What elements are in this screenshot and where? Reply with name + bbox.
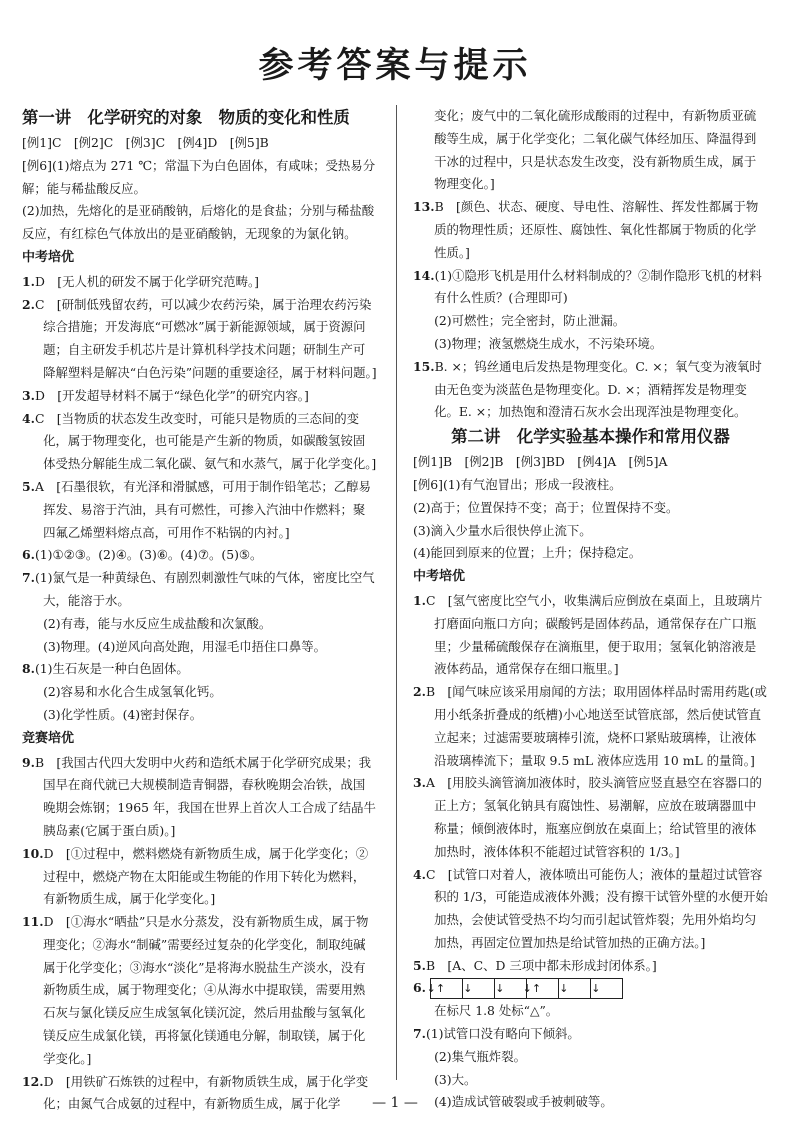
page-number: — 1 — xyxy=(372,1095,418,1111)
answer-text: (1)①隐形飞机是用什么材料制成的？②制作隐形飞机的材料有什么性质？(合理即可) xyxy=(434,267,762,306)
example-answer-line: (2)加热，先熔化的是亚硝酸钠，后熔化的是食盐；分别与稀盐酸反应，有红棕色气体放出的是亚硝酸钠，无现象的为氯化钠。 xyxy=(22,203,375,242)
arrow-cell: ↓ xyxy=(559,979,591,998)
page-title: 参考答案与提示 xyxy=(258,45,532,86)
answer-item xyxy=(22,658,377,681)
answer-number: 1. xyxy=(413,592,426,608)
arrow-cell: ↓↑ xyxy=(431,979,463,998)
answer-text: B [闻气味应该采用扇闻的方法；取用固体样品时需用药匙(或用小纸条折叠成的纸槽)小心地送至试管底部，然后使试管直立起来；过滤需要玻璃棒引流，烧杯口紧贴玻璃棒，让液体沿玻璃棒流下；量取 9.5 mL 液体应选用 10 mL 的量筒。] xyxy=(425,684,767,768)
answer-item xyxy=(22,271,377,294)
answer-subline: (3)大。 xyxy=(434,1071,477,1087)
example-answer-line: (4)能回到原来的位置；上升；保持稳定。 xyxy=(413,545,642,561)
answer-text: D [用铁矿石炼铁的过程中，有新物质铁生成，属于化学变化；由氮气合成氨的过程中，有新物质生成，属于化学 xyxy=(43,1073,369,1112)
answer-item xyxy=(22,476,377,544)
section-heading: 竞赛培优 xyxy=(22,730,75,746)
answer-item xyxy=(22,385,377,408)
answer-text: D [①过程中，燃料燃烧有新物质生成，属于化学变化；②过程中，燃烧产物在太阳能或生物能的作用下转化为燃料，有新物质生成，属于化学变化。] xyxy=(43,845,369,907)
answer-text: A [用胶头滴管滴加液体时，胶头滴管应竖直悬空在容器口的正上方；氢氧化钠具有腐蚀性、易潮解，应放在玻璃器皿中称量；倾倒液体时，瓶塞应倒放在桌面上；给试管里的液体加热时，液体体积不能超过试管容积的 1/3。] xyxy=(425,775,762,859)
column-divider xyxy=(396,105,397,1080)
answer-text: D [①海水“晒盐”只是水分蒸发，没有新物质生成，属于物理变化；②海水“制碱”需要经过复杂的化学变化，制取纯碱属于化学变化；③海水“淡化”是将海水脱盐生产淡水，没有新物质生成，属于物理变化；④从海水中提取镁，需要用熟石灰与氯化镁反应生成氢氧化镁沉淀，然后用盐酸与氢氧化镁反应生成氯化镁，再将氯化镁通电分解，制取镁，属于化学变化。] xyxy=(43,914,369,1066)
answer-number: 5. xyxy=(413,957,426,973)
answer-subline: (3)物理。(4)逆风向高处跑，用湿毛巾捂住口鼻等。 xyxy=(43,638,326,654)
answer-number: 14. xyxy=(413,267,435,283)
answer-text: C [试管口对着人，液体喷出可能伤人；液体的量超过试管容积的 1/3，可能造成液体外溅；没有擦干试管外壁的水便开始加热，会使试管受热不均匀而引起试管炸裂；先用外焰均匀加热，再固定位置加热是给试管加热的正确方法。] xyxy=(425,866,768,950)
answer-item xyxy=(413,772,768,863)
answer-number: 4. xyxy=(22,410,35,426)
answer-number: 11. xyxy=(22,914,44,930)
answer-number: 13. xyxy=(413,199,435,215)
answer-item xyxy=(413,265,768,311)
arrow-cell: ↓ xyxy=(495,979,527,998)
answer-number: 7. xyxy=(22,570,35,586)
example-answer-line: (3)滴入少量水后很快停止流下。 xyxy=(413,522,592,538)
answer-text: C [当物质的状态发生改变时，可能只是物质的三态间的变化，属于物理变化，也可能是产生新的物质，如碳酸氢铵固体受热分解能生成二氧化碳、氨气和水蒸气，属于化学变化。] xyxy=(34,410,377,472)
answer-number: 15. xyxy=(413,358,435,374)
answer-subline: (3)化学性质。(4)密封保存。 xyxy=(43,706,203,722)
example-answer-line: (2)高于；位置保持不变；高于；位置保持不变。 xyxy=(413,499,679,515)
lecture-title: 第二讲 化学实验基本操作和常用仪器 xyxy=(451,427,730,447)
answer-text: B [A、C、D 三项中都未形成封闭体系。] xyxy=(425,957,657,973)
answer-text: B [我国古代四大发明中火药和造纸术属于化学研究成果；我国早在商代就已大规模制造青铜器，春秋晚期会冶铁，战国晚期会炼钢；1965 年，我国在世界上首次人工合成了结晶牛胰岛素(它属于蛋白质)。] xyxy=(34,754,376,838)
answer-text: (1)生石灰是一种白色固体。 xyxy=(34,661,189,677)
answer-item xyxy=(413,356,768,424)
answer-item xyxy=(22,752,377,843)
answer-number: 7. xyxy=(413,1026,426,1042)
answer-item xyxy=(413,955,768,978)
answer-number: 2. xyxy=(413,684,426,700)
answer-number: 6. xyxy=(22,547,35,563)
answer-item xyxy=(22,843,377,911)
arrow-cell: ↓ xyxy=(591,982,601,996)
answer-continuation: 变化；废气中的二氧化硫形成酸雨的过程中，有新物质亚硫酸等生成，属于化学变化；二氧化碳气体经加压、降温得到干冰的过程中，只是状态发生改变，没有新物质生成，属于物理变化。] xyxy=(434,108,757,192)
answer-number: 1. xyxy=(22,273,35,289)
lecture-title: 第一讲 化学研究的对象 物质的变化和性质 xyxy=(22,108,350,127)
answer-item xyxy=(22,294,377,385)
example-answer-line: [例1]C [例2]C [例3]C [例4]D [例5]B xyxy=(22,135,269,150)
answer-number: 8. xyxy=(22,661,35,677)
answer-number: 5. xyxy=(22,478,35,494)
answer-item xyxy=(413,864,768,955)
answer-item xyxy=(22,911,377,1071)
answer-number: 3. xyxy=(413,775,426,791)
answer-item xyxy=(413,590,768,681)
answer-subline: 在标尺 1.8 处标“△”。 xyxy=(434,1003,559,1019)
answer-text: B [颜色、状态、硬度、导电性、溶解性、挥发性都属于物质的物理性质；还原性、腐蚀性、氧化性都属于物质的化学性质。] xyxy=(434,199,759,260)
section-heading: 中考培优 xyxy=(22,249,75,265)
answer-text: C [研制低残留农药，可以减少农药污染，属于治理农药污染综合措施；开发海底“可燃冰”属于新能源领域，属于资源问题；自主研发手机芯片是计算机科学技术问题；研制生产可降解塑料是解决“白色污染”问题的重要途径，属于材料问题。] xyxy=(34,296,377,380)
answer-text: (1)①②③。(2)④。(3)⑥。(4)⑦。(5)⑤。 xyxy=(34,547,263,563)
answer-item xyxy=(413,977,768,1000)
section-heading: 中考培优 xyxy=(413,569,466,585)
answer-text: A [石墨很软，有光泽和滑腻感，可用于制作铅笔芯；乙醇易挥发、易溶于汽油，具有可燃性，可掺入汽油中作燃料；聚四氟乙烯塑料熔点高，可用作不粘锅的内衬。] xyxy=(34,478,371,540)
answer-item xyxy=(413,196,768,264)
answer-number: 2. xyxy=(22,296,35,312)
answer-text: (1)试管口没有略向下倾斜。 xyxy=(425,1026,580,1042)
answer-number: 9. xyxy=(22,754,35,770)
left-column xyxy=(22,105,377,1116)
answer-text: C [氢气密度比空气小，收集满后应倒放在桌面上，且玻璃片打磨面向瓶口方向；碳酸钙是固体药品，通常保存在广口瓶里；少量稀硫酸保存在滴瓶里，便于取用；氢氧化钠溶液是液体药品，通常保存在细口瓶里。] xyxy=(425,592,763,677)
answer-number: 12. xyxy=(22,1073,44,1089)
answer-subline: (3)物理；液氢燃烧生成水，不污染环境。 xyxy=(434,335,663,351)
example-answer-line: [例6](1)熔点为 271 ℃；常温下为白色固体，有咸味；受热易分解；能与稀盐酸反应。 xyxy=(22,157,376,196)
example-answer-line: [例1]B [例2]B [例3]BD [例4]A [例5]A xyxy=(413,454,668,470)
answer-number: 3. xyxy=(22,387,35,403)
answer-subline: (2)集气瓶炸裂。 xyxy=(434,1048,526,1064)
answer-number: 6. xyxy=(413,980,426,996)
answer-item xyxy=(22,408,377,476)
answer-item xyxy=(22,544,377,567)
arrow-cell: ↓↑ xyxy=(527,979,559,998)
answer-subline: (2)有毒，能与水反应生成盐酸和次氯酸。 xyxy=(43,615,272,631)
answer-item xyxy=(22,567,377,613)
arrow-cell: ↓ xyxy=(463,979,495,998)
answer-text: D [无人机的研发不属于化学研究范畴。] xyxy=(34,273,259,289)
right-column xyxy=(413,105,768,1114)
answer-text: D [开发超导材料不属于“绿色化学”的研究内容。] xyxy=(34,387,309,403)
answer-item xyxy=(413,1023,768,1046)
answer-text: B. ×；钨丝通电后发热是物理变化。C. ×；氧气变为液氧时由无色变为淡蓝色是物理变化。D. ×；酒精挥发是物理变化。E. ×；加热饱和澄清石灰水会出现浑浊是物理变化。 xyxy=(434,358,762,420)
answer-text: (1)氯气是一种黄绿色、有剧烈刺激性气味的气体，密度比空气大，能溶于水。 xyxy=(34,570,375,608)
answer-number: 10. xyxy=(22,845,44,861)
arrow-table xyxy=(426,978,623,999)
answer-subline: (2)可燃性；完全密封，防止泄漏。 xyxy=(434,313,626,329)
answer-number: 4. xyxy=(413,866,426,882)
example-answer-line: [例6](1)有气泡冒出；形成一段液柱。 xyxy=(413,476,622,492)
answer-item xyxy=(413,681,768,772)
answer-subline: (4)造成试管破裂或手被刺破等。 xyxy=(434,1094,613,1110)
answer-subline: (2)容易和水化合生成氢氧化钙。 xyxy=(43,684,222,700)
